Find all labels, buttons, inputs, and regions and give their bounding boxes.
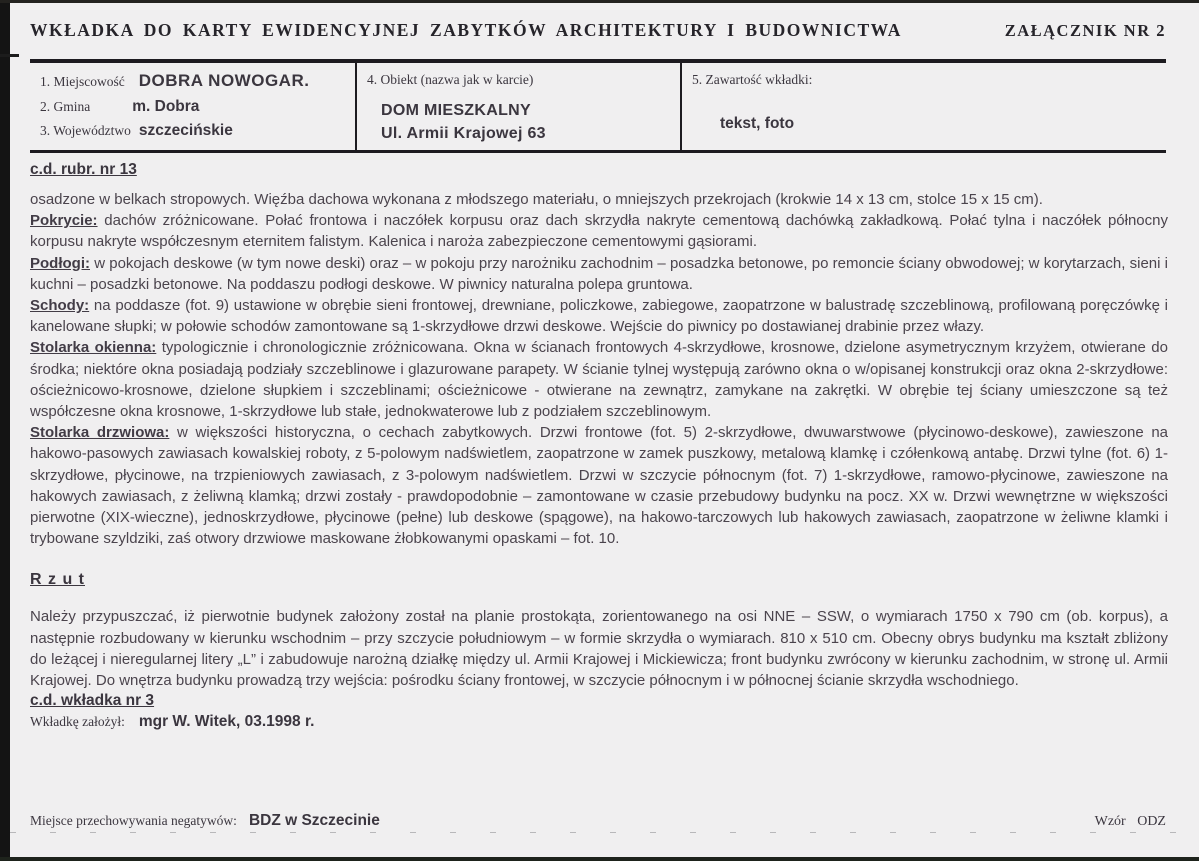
footer <box>30 812 1166 830</box>
contents-column <box>680 63 1166 150</box>
negatives-row <box>30 812 380 830</box>
continuation-note: c.d. wkładka nr 3 <box>30 692 155 710</box>
paragraph-rzut: Należy przypuszczać, iż pierwotnie budynek założony został na planie prostokąta, zorientowanego na osi NNE – SSW, o wymiarach 1750 x 790 cm (ob. korpus), a następnie rozbudowany w kierunku wschodnim – przy szczycie południowym – w formie skrzydła o wymiarach. 810 x 510 cm. Obecny obrys budynku ma kształt zbliżony do leżącej i nieregularnej litery „L” i zabudowuje narożną działkę między ul. Armii Krajowej i Mickiewicza; front budynku zwrócony w kierunku zachodnim, w stronę ul. Armii Krajowej. Do wnętrza budynku prowadzą trzy wejścia: pośrodku ściany frontowej, w szczycie północnym i w północnej ścianie skrzydła wschodniego. <box>30 608 1168 690</box>
paragraph-pokrycie-text: dachów zróżnicowane. Połać frontowa i naczółek korpusu oraz dach skrzydła nakryte cementową dachówką zakładkową. Połać tylna i naczółek północny korpusu nakryte współczesnym eternitem falistym. Kalenica i naroża zabezpieczone cementowymi gąsiorami. <box>30 212 1168 251</box>
paragraph-podlogi-text: w pokojach deskowe (w tym nowe deski) oraz – w pokoju przy narożniku zachodnim – posadzka betonowe, po remoncie ściany obwodowej; w korytarzach, sieni i kuchni – posadzki betonowe. Na poddaszu podłogi deskowe. W piwnicy naturalna polepa gruntowa. <box>30 254 1168 293</box>
form-pattern-label: Wzór ODZ <box>1094 814 1166 829</box>
field-gmina-label: 2. Gmina <box>40 98 91 114</box>
paragraph-stolarka-drzwiowa-lead: Stolarka drzwiowa: <box>30 424 170 442</box>
document-title: WKŁADKA DO KARTY EWIDENCYJNEJ ZABYTKÓW ARCHITEKTURY I BUDOWNICTWA <box>30 20 902 40</box>
paragraph-stolarka-drzwiowa-text: w większości historyczna, o cechach zabytkowych. Drzwi frontowe (fot. 5) 2-skrzydłowe, dwuwarstwowe (płycinowo-deskowe), zawieszone na hakowo-pasowych zawiasach kowalskiej roboty, z 5-polowym nadświetlem, zaopatrzone w zamek puszkowy, metalową klamkę i czółenkową antabę. Drzwi tylne (fot. 6) 1-skrzydłowe, płycinowe, na trzpieniowych zawiasach, z 3-polowym nadświetlem. Drzwi w szczycie północnym (fot. 7) 1-skrzydłowe, ramowo-płycinowe, zawieszone na hakowych zawiasach, z żeliwną klamką; drzwi zostały - prawdopodobnie – zamontowane w czasie przebudowy budynku na pocz. XX w. Drzwi wewnętrzne w większości pierwotne (XIX-wieczne), jednoskrzydłowe, płycinowe (pełne) lub deskowe (spągowe), na hakowo-tarczowych lub hakowych zawiasach, zaopatrzone w żeliwne klamki i trybowane szyldziki, zaś otwory drzwiowe maskowane żłobkowanymi opaskami – fot. 10. <box>30 424 1169 548</box>
field-zawartosc-value: tekst, foto <box>720 115 795 132</box>
field-zawartosc-label: 5. Zawartość wkładki: <box>692 72 813 87</box>
rzut-text-block <box>30 606 1168 691</box>
identification-table <box>30 59 1166 153</box>
field-obiekt-value <box>381 99 670 145</box>
object-column <box>355 63 680 150</box>
object-address: Ul. Armii Krajowej 63 <box>381 125 546 143</box>
paragraph-stolarka-drzwiowa <box>30 422 1168 549</box>
paragraph-pokrycie <box>30 210 1168 252</box>
paragraph-stolarka-okienna-text: typologicznie i chronologicznie zróżnicowana. Okna w ścianach frontowych 4-skrzydłowe, krosnowe, dzielone asymetrycznym krzyżem, otwierane do środka; niektóre okna posiadają podziały szczeblinowe i glazurowane parapety. W ścianie tylnej występują zarówno okna o w/opisanej konstrukcji oraz okna 2-skrzydłowe: ościeżnicowo-krosnowe, dzielone słupkiem i szczeblinami; ościeżnicowe - otwierane na zewnątrz, zamykane na zakrętki. W obrębie tej ściany umieszczone są też współczesne okna krosnowe, 1-skrzydłowe lub stałe, jednokwaterowe lub z podziałem szczeblinowym. <box>30 339 1168 421</box>
location-column <box>30 63 355 150</box>
description-text <box>30 189 1168 549</box>
paragraph-schody-text: na poddasze (fot. 9) ustawione w obrębie sieni frontowej, drewniane, policzkowe, zabiegowe, zaopatrzone w balustradę szczeblinową, profilowaną poręczówkę i kanelowane słupki; w połowie schodów zamontowane są 1-skrzydłowe drzwi deskowe. Wejście do piwnicy po dostawianej drabinie przez włazy. <box>30 297 1168 336</box>
negatives-value: BDZ w Szczecinie <box>248 812 380 829</box>
scan-edge-top <box>0 0 1199 3</box>
scan-edge-bottom <box>0 857 1199 861</box>
field-gmina-value: m. Dobra <box>132 97 200 115</box>
scan-edge-left <box>0 0 10 861</box>
rzut-heading: R z u t <box>30 571 85 589</box>
field-gmina <box>40 98 345 116</box>
founder-label: Wkładkę założył: <box>30 714 125 730</box>
founder-value: mgr W. Witek, 03.1998 r. <box>138 713 315 731</box>
paragraph-stolarka-okienna-lead: Stolarka okienna: <box>30 339 157 357</box>
paragraph-podlogi-lead: Podłogi: <box>30 254 90 272</box>
paragraph-stolarka-okienna <box>30 337 1168 422</box>
field-wojewodztwo-value: szczecińskie <box>138 122 233 139</box>
scan-tick-mark <box>0 54 19 57</box>
object-name: DOM MIESZKALNY <box>381 102 531 119</box>
paragraph-pokrycie-lead: Pokrycie: <box>30 212 98 230</box>
section-heading: c.d. rubr. nr 13 <box>30 161 137 178</box>
field-miejscowosc <box>40 71 345 91</box>
founder-row <box>30 713 1168 731</box>
header <box>30 20 1166 41</box>
negatives-label: Miejsce przechowywania negatywów: <box>30 813 237 828</box>
field-wojewodztwo <box>40 122 345 140</box>
paragraph-schody <box>30 295 1168 337</box>
field-miejscowosc-label: 1. Miejscowość <box>40 74 125 89</box>
main-content <box>30 161 1168 731</box>
paragraph-intro-text: osadzone w belkach stropowych. Więźba dachowa wykonana z młodszego materiału, o mniejszych przekrojach (krokwie 14 x 13 cm, stolce 15 x 15 cm). <box>30 191 1043 208</box>
scan-faint-rule <box>10 832 1199 833</box>
field-wojewodztwo-label: 3. Województwo <box>40 123 131 138</box>
paragraph-podlogi <box>30 253 1168 295</box>
field-miejscowosc-value: DOBRA NOWOGAR. <box>138 71 310 90</box>
field-obiekt-label: 4. Obiekt (nazwa jak w karcie) <box>367 72 534 87</box>
paragraph-intro <box>30 189 1168 210</box>
annex-label: ZAŁĄCZNIK NR 2 <box>1004 21 1166 40</box>
paragraph-schody-lead: Schody: <box>30 297 90 315</box>
